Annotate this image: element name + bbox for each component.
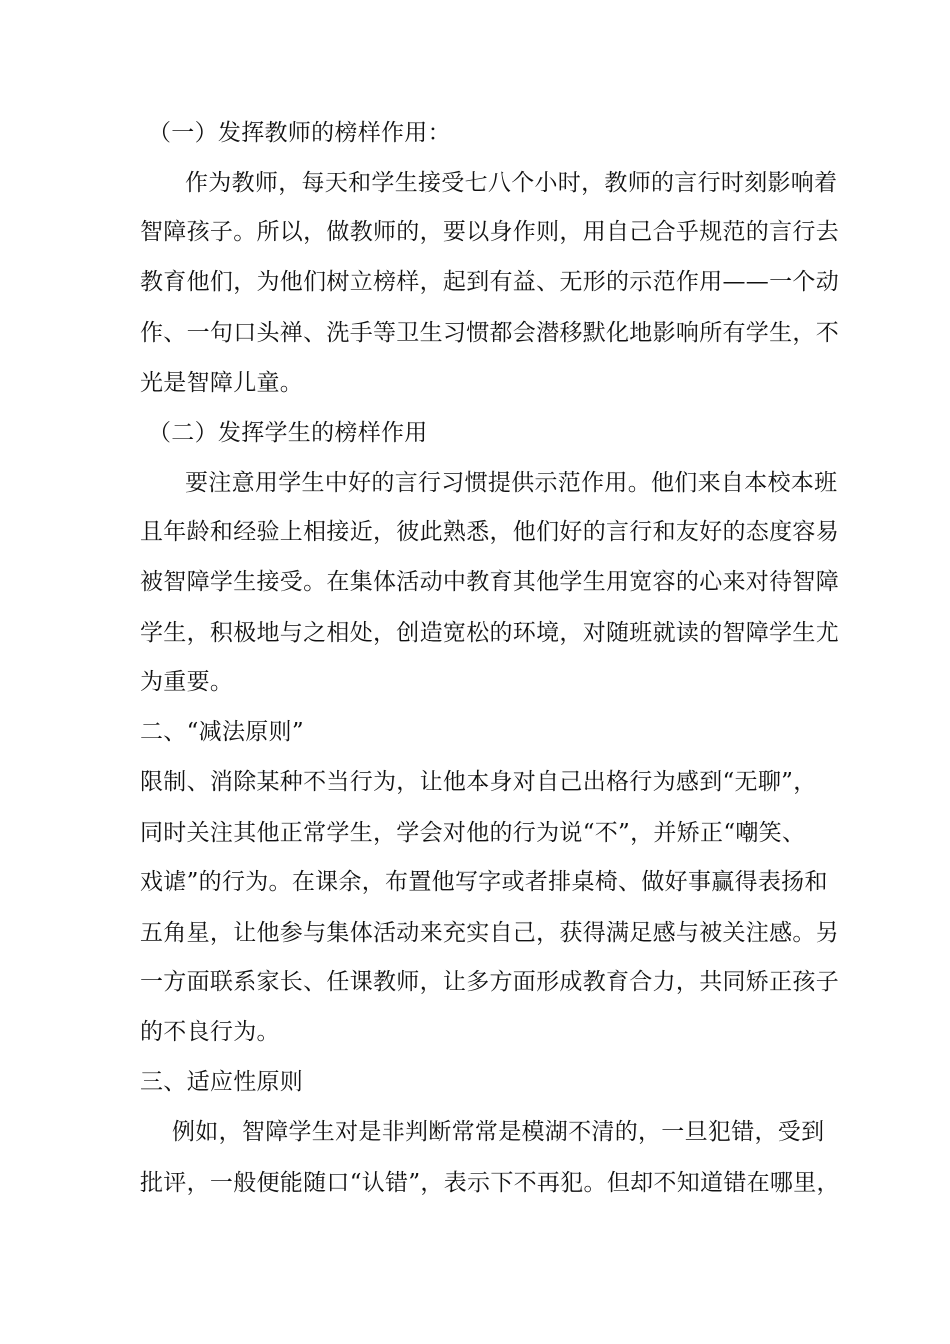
- heading-teacher-role-model: （一）发挥教师的榜样作用：: [148, 120, 451, 146]
- heading-student-role-model: （二）发挥学生的榜样作用: [148, 420, 428, 446]
- paragraph-line: 要注意用学生中好的言行习惯提供示范作用。他们来自本校本班: [185, 470, 838, 496]
- paragraph-line: 作、一句口头禅、洗手等卫生习惯都会潜移默化地影响所有学生，不: [140, 320, 839, 346]
- paragraph-line: 批评，一般便能随口“认错”，表示下不再犯。但却不知道错在哪里，: [140, 1170, 840, 1196]
- heading-adaptability-principle: 三、适应性原则: [140, 1069, 304, 1095]
- paragraph-line: 作为教师，每天和学生接受七八个小时，教师的言行时刻影响着: [185, 170, 838, 196]
- paragraph-line: 的不良行为。: [140, 1019, 280, 1045]
- paragraph-line: 例如，智障学生对是非判断常常是模湖不清的，一旦犯错，受到: [172, 1119, 825, 1145]
- paragraph-line: 为重要。: [140, 669, 234, 695]
- heading-subtraction-principle: 二、“减法原则”: [140, 719, 304, 745]
- paragraph-line: 智障孩子。所以，做教师的，要以身作则，用自己合乎规范的言行去: [140, 219, 839, 245]
- paragraph-line: 且年龄和经验上相接近，彼此熟悉，他们好的言行和友好的态度容易: [140, 519, 839, 545]
- paragraph-line: 五角星，让他参与集体活动来充实自己，获得满足感与被关注感。另: [140, 920, 839, 946]
- paragraph-line: 光是智障儿童。: [140, 370, 304, 396]
- paragraph-line: 限制、消除某种不当行为，让他本身对自己出格行为感到“无聊”，: [140, 769, 817, 795]
- paragraph-line: 学生，积极地与之相处，创造宽松的环境，对随班就读的智障学生尤: [140, 620, 839, 646]
- paragraph-line: 同时关注其他正常学生，学会对他的行为说“不”，并矫正“嘲笑、: [140, 820, 806, 846]
- paragraph-line: 教育他们，为他们树立榜样，起到有益、无形的示范作用——一个动: [140, 269, 839, 295]
- paragraph-line: 戏谑”的行为。在课余，布置他写字或者排桌椅、做好事赢得表扬和: [140, 869, 828, 895]
- paragraph-line: 被智障学生接受。在集体活动中教育其他学生用宽容的心来对待智障: [140, 569, 839, 595]
- paragraph-line: 一方面联系家长、任课教师，让多方面形成教育合力，共同矫正孩子: [140, 969, 839, 995]
